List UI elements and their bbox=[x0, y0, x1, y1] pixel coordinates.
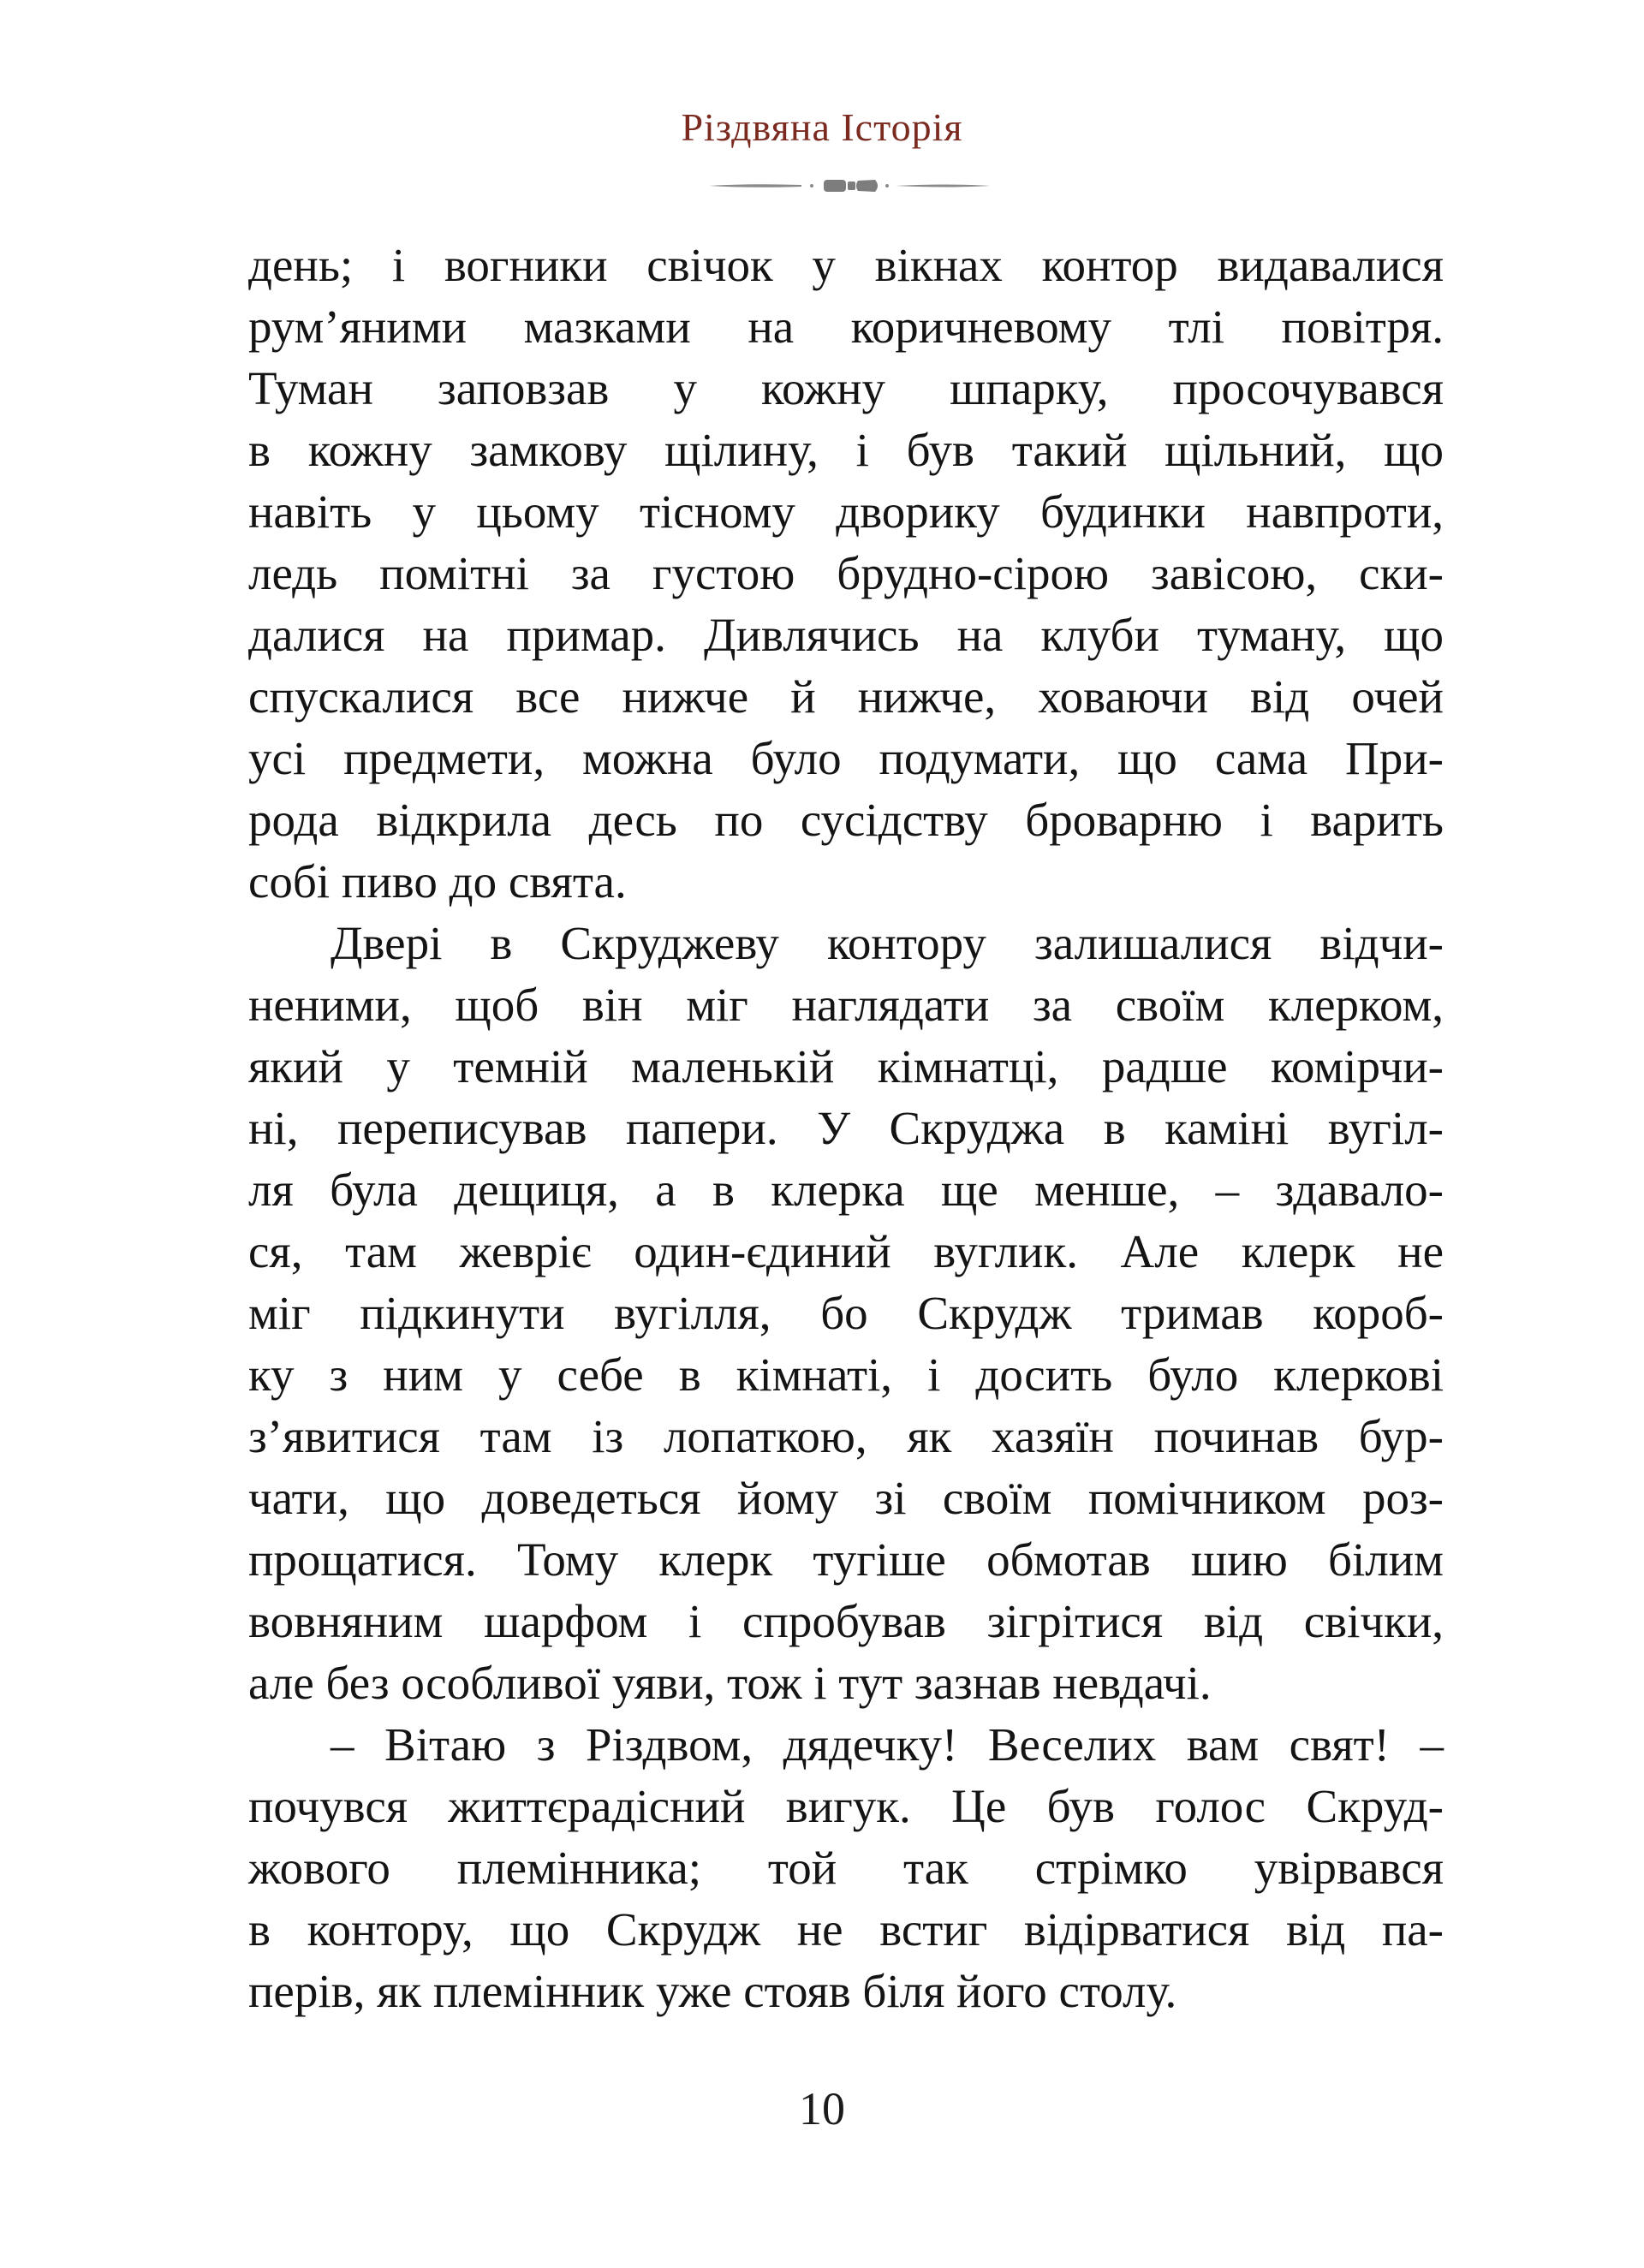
text-line: день; і вогники свічок у вікнах контор видавалися bbox=[248, 239, 1444, 291]
text-line: ся, там жевріє один-єдиний вуглик. Але клерк не bbox=[248, 1225, 1444, 1277]
text-line: з’явитися там із лопаткою, як хазяїн починав бур- bbox=[248, 1410, 1444, 1462]
text-line: рода відкрила десь по сусідству броварню і варить bbox=[248, 794, 1444, 846]
text-line: ні, переписував папери. У Скруджа в каміні вугіл- bbox=[248, 1102, 1444, 1154]
text-line: але без особливої уяви, тож і тут зазнав невдачі. bbox=[248, 1657, 1212, 1709]
text-line: перів, як племінник уже стояв біля його столу. bbox=[248, 1965, 1177, 2017]
text-line: в контору, що Скрудж не встиг відірватися від па- bbox=[248, 1903, 1444, 1955]
text-line: неними, щоб він міг наглядати за своїм клерком, bbox=[248, 979, 1444, 1031]
text-line: – Вітаю з Різдвом, дядечку! Веселих вам свят! – bbox=[331, 1718, 1444, 1771]
text-line: міг підкинути вугілля, бо Скрудж тримав короб- bbox=[248, 1287, 1444, 1339]
text-line: ку з ним у себе в кімнаті, і досить було клеркові bbox=[248, 1348, 1444, 1401]
text-line: навіть у цьому тісному дворику будинки навпроти, bbox=[248, 485, 1444, 538]
body-text bbox=[248, 235, 1444, 2022]
text-line: рум’яними мазками на коричневому тлі повітря. bbox=[248, 301, 1444, 353]
text-line: почувся життєрадісний вигук. Це був голос Скруд- bbox=[248, 1780, 1444, 1832]
text-line: далися на примар. Дивлячись на клуби туману, що bbox=[248, 609, 1444, 661]
decorative-divider-icon bbox=[707, 175, 992, 197]
text-line: Двері в Скруджеву контору залишалися відчи- bbox=[331, 917, 1444, 969]
page-number: 10 bbox=[799, 2083, 845, 2134]
text-line: чати, що доведеться йому зі своїм помічником роз- bbox=[248, 1472, 1444, 1524]
text-line: в кожну замкову щілину, і був такий щільний, що bbox=[248, 424, 1444, 476]
text-line: спускалися все нижче й нижче, ховаючи від очей bbox=[248, 670, 1444, 723]
text-line: вовняним шарфом і спробував зігрітися від свічки, bbox=[248, 1595, 1444, 1647]
text-line: собі пиво до свята. bbox=[248, 855, 627, 908]
running-title: Різдвяна Історія bbox=[681, 105, 963, 149]
text-line: ля була дещиця, а в клерка ще менше, – здавало- bbox=[248, 1164, 1444, 1216]
text-line: який у темній маленькій кімнатці, радше комірчи- bbox=[248, 1040, 1444, 1092]
text-line: жового племінника; той так стрімко увірвався bbox=[248, 1842, 1444, 1894]
text-line: усі предмети, можна було подумати, що сама При- bbox=[248, 732, 1444, 784]
text-line: Туман заповзав у кожну шпарку, просочувався bbox=[248, 362, 1444, 414]
text-line: прощатися. Тому клерк тугіше обмотав шию білим bbox=[248, 1533, 1444, 1586]
text-line: ледь помітні за густою брудно-сірою завісою, ски- bbox=[248, 547, 1444, 599]
